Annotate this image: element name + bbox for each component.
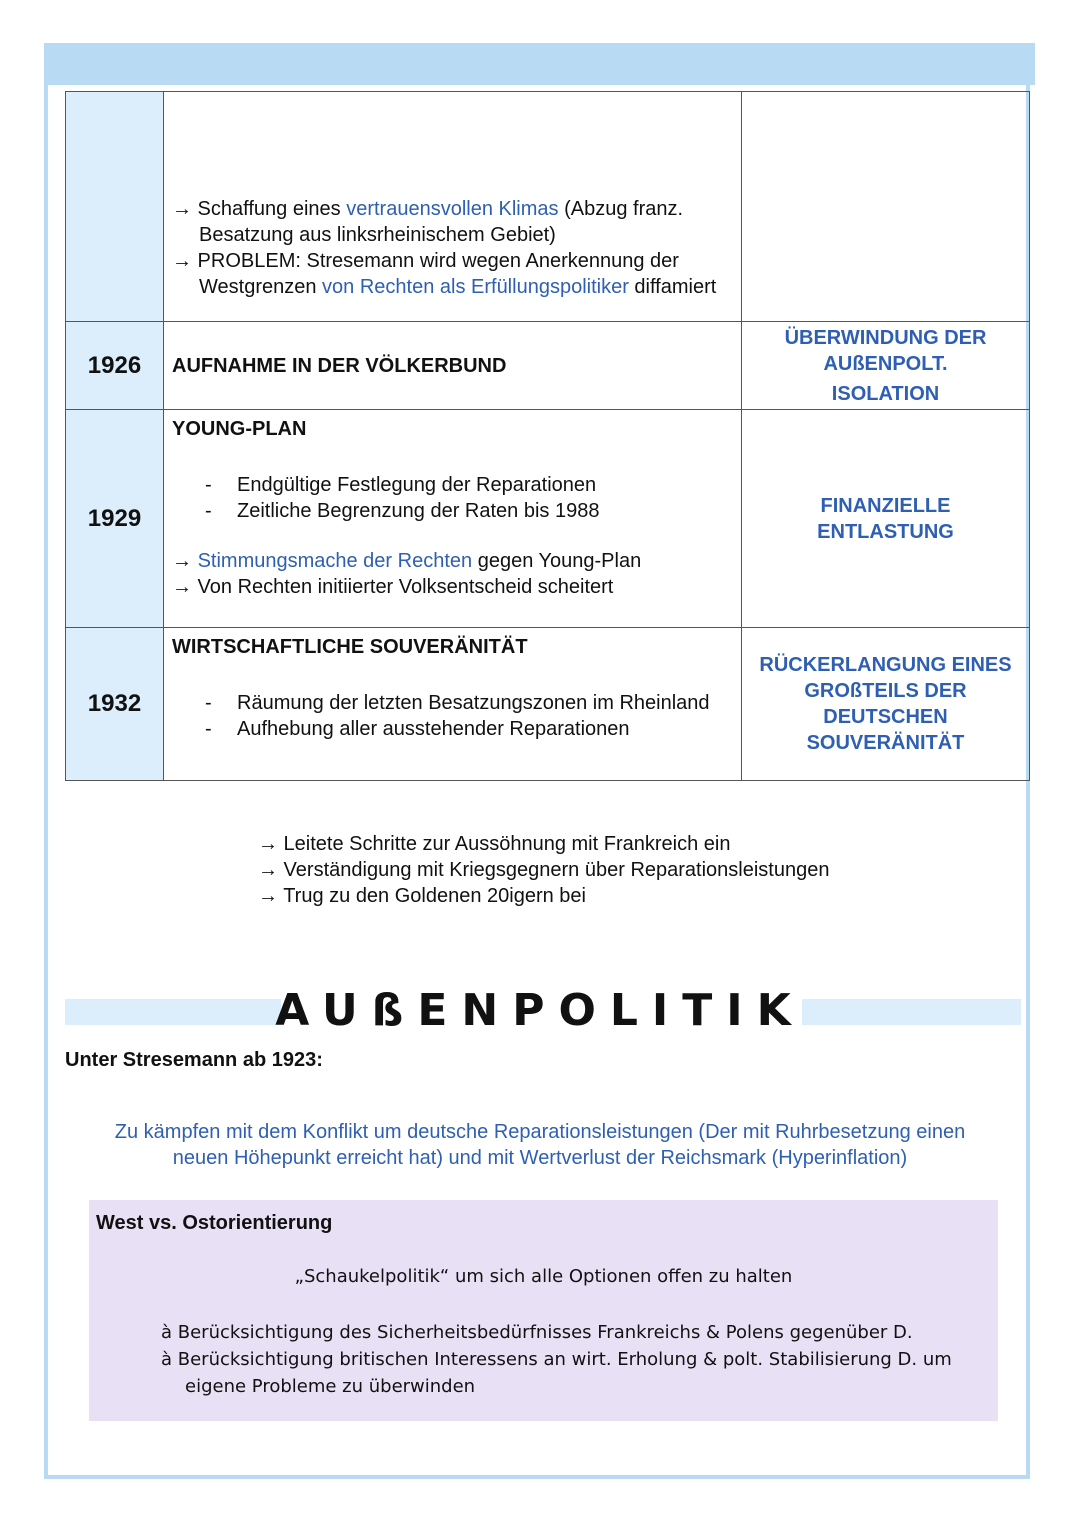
list-item: - Zeitliche Begrenzung der Raten bis 1988 [172,498,733,524]
box-line: à Berücksichtigung britischen Interessens an wirt. Erholung & polt. Stabilisierung D. um [161,1349,952,1370]
content-cell [164,92,742,322]
row-heading: WIRTSCHAFTLICHE SOUVERÄNITÄT [172,636,528,658]
orientation-box [89,1200,998,1421]
table-row [66,628,1030,781]
list-item: - Räumung der letzten Besatzungszonen im Rheinland [172,690,733,716]
list-item: - Endgültige Festlegung der Reparationen [172,472,733,498]
table-row [66,322,1030,410]
table-row [66,410,1030,628]
problem-statement: Zu kämpfen mit dem Konflikt um deutsche Reparationsleistungen (Der mit Ruhrbesetzung einen neuen Höhepunkt erreicht hat) und mit Wertverlust der Reichsmark (Hyperinflation) [114,1121,966,1169]
bullet-list [172,472,733,524]
arrow-text: → Stimmungsmache der Rechten gegen Young-Plan [172,550,642,572]
section-subtitle: Unter Stresemann ab 1923: [65,1049,323,1071]
list-item: → Leitete Schritte zur Aussöhnung mit Frankreich ein [258,833,731,855]
content-cell [164,410,742,628]
timeline-table [65,91,1030,781]
box-line: à Berücksichtigung des Sicherheitsbedürfnisses Frankreichs & Polens gegenüber D. [161,1322,913,1343]
table-row [66,92,1030,322]
arrow-text: → Schaffung eines vertrauensvollen Klimas (Abzug franz. Besatzung aus linksrheinischem Gebiet) [172,198,684,246]
list-item: - Aufhebung aller ausstehender Reparationen [172,716,733,742]
list-item: → Trug zu den Goldenen 20igern bei [258,885,586,907]
year-cell: 1926 [66,322,164,410]
row-heading: AUFNAHME IN DER VÖLKERBUND [172,354,507,377]
list-item: → Verständigung mit Kriegsgegnern über Reparationsleistungen [258,859,830,881]
summary-list [258,831,829,909]
year-cell: 1932 [66,628,164,781]
result-cell: RÜCKERLANGUNG EINES GROßTEILS DER DEUTSCHEN SOUVERÄNITÄT [742,628,1030,781]
result-cell: FINANZIELLE ENTLASTUNG [742,410,1030,628]
arrow-text: → PROBLEM: Stresemann wird wegen Anerkennung der Westgrenzen von Rechten als Erfüllungspolitiker diffamiert [172,250,717,298]
box-text [161,1319,952,1400]
box-line: eigene Probleme zu überwinden [185,1376,476,1397]
year-cell [66,92,164,322]
box-quote: „Schaukelpolitik“ um sich alle Optionen offen zu halten [294,1266,793,1287]
year-cell: 1929 [66,410,164,628]
result-cell [742,92,1030,322]
content-cell [164,628,742,781]
result-cell: ÜBERWINDUNG DER AUßENPOLT. ISOLATION [742,322,1030,410]
page-title: AUßENPOLITIK [275,985,805,1036]
box-heading: West vs. Ostorientierung [96,1212,333,1234]
row-heading: YOUNG-PLAN [172,418,307,440]
content-cell [164,322,742,410]
arrow-text: → Von Rechten initiierter Volksentscheid scheitert [172,576,614,598]
bullet-list [172,690,733,742]
